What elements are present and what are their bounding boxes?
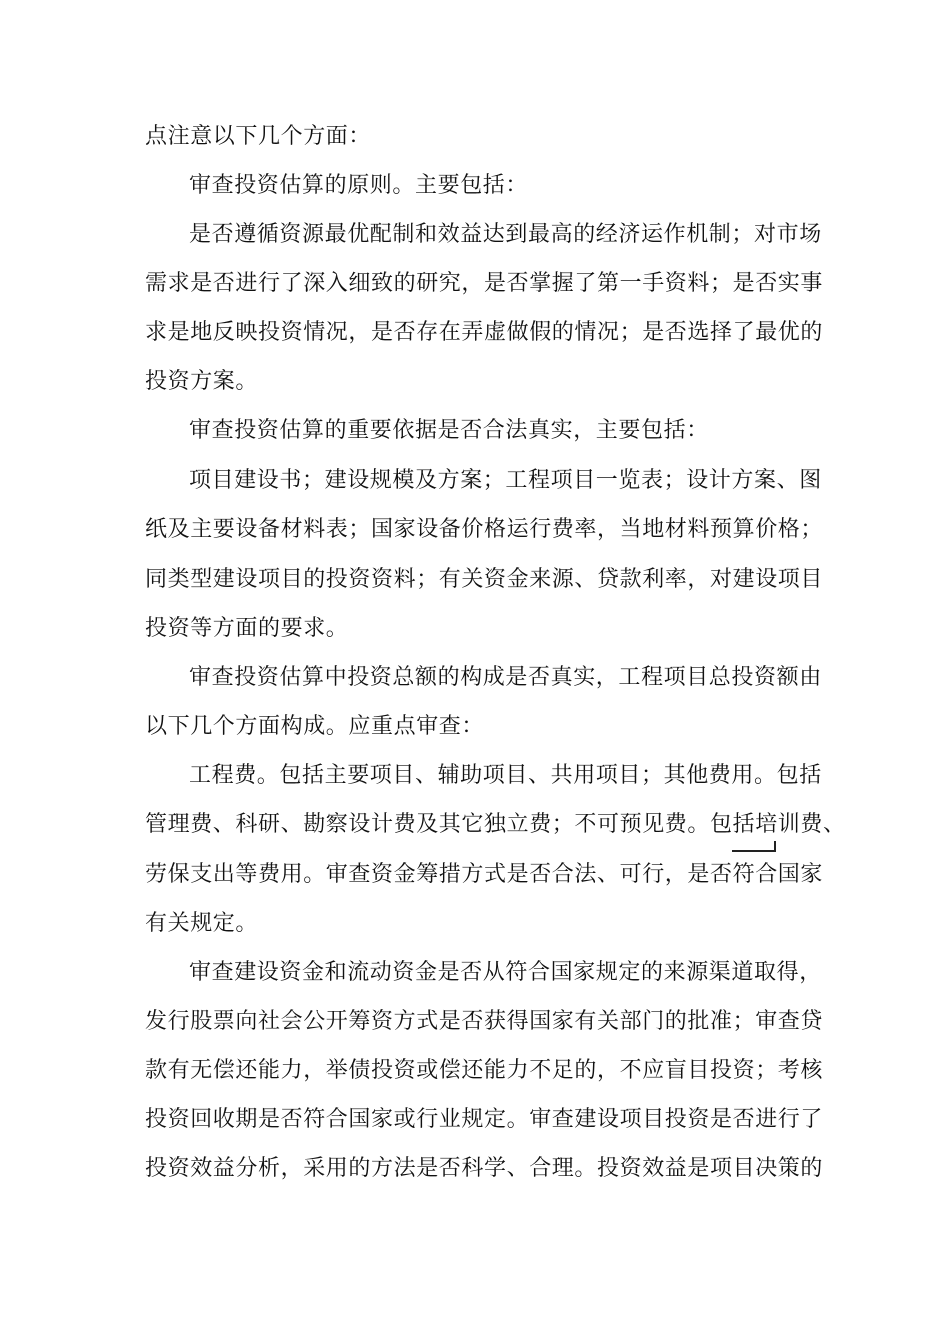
paragraph-heading: 审查投资估算的重要依据是否合法真实，主要包括： bbox=[189, 418, 709, 443]
text-line: 发行股票向社会公开筹资方式是否获得国家有关部门的批准；审查贷 bbox=[145, 1009, 824, 1034]
text-line: 是否遵循资源最优配制和效益达到最高的经济运作机制；对市场 bbox=[189, 222, 822, 247]
edit-underline-tick bbox=[774, 841, 776, 851]
text-line: 需求是否进行了深入细致的研究，是否掌握了第一手资料；是否实事 bbox=[145, 271, 824, 296]
text-line: 纸及主要设备材料表；国家设备价格运行费率，当地材料预算价格； bbox=[145, 517, 824, 542]
text-line: 点注意以下几个方面： bbox=[145, 124, 372, 149]
text-line: 有关规定。 bbox=[145, 911, 259, 936]
text-line: 投资方案。 bbox=[145, 369, 259, 394]
text-line: 求是地反映投资情况，是否存在弄虚做假的情况；是否选择了最优的 bbox=[145, 320, 824, 345]
paragraph-heading: 审查建设资金和流动资金是否从符合国家规定的来源渠道取得， bbox=[189, 960, 822, 985]
text-line: 投资等方面的要求。 bbox=[145, 616, 349, 641]
text-line: 管理费、科研、勘察设计费及其它独立费；不可预见费。包括培训费、 bbox=[145, 812, 846, 837]
text-line: 劳保支出等费用。审查资金筹措方式是否合法、可行，是否符合国家 bbox=[145, 862, 824, 887]
paragraph-heading: 审查投资估算中投资总额的构成是否真实，工程项目总投资额由 bbox=[189, 665, 822, 690]
text-line: 投资回收期是否符合国家或行业规定。审查建设项目投资是否进行了 bbox=[145, 1107, 824, 1132]
text-line: 投资效益分析，采用的方法是否科学、合理。投资效益是项目决策的 bbox=[145, 1156, 824, 1181]
edit-underline-mark bbox=[732, 850, 776, 852]
paragraph-heading: 审查投资估算的原则。主要包括： bbox=[189, 173, 529, 198]
text-line: 以下几个方面构成。应重点审查： bbox=[145, 714, 485, 739]
text-line: 款有无偿还能力，举债投资或偿还能力不足的，不应盲目投资；考核 bbox=[145, 1058, 824, 1083]
text-line: 项目建设书；建设规模及方案；工程项目一览表；设计方案、图 bbox=[189, 468, 822, 493]
text-line: 工程费。包括主要项目、辅助项目、共用项目；其他费用。包括 bbox=[189, 763, 822, 788]
text-line: 同类型建设项目的投资资料；有关资金来源、贷款利率，对建设项目 bbox=[145, 567, 824, 592]
